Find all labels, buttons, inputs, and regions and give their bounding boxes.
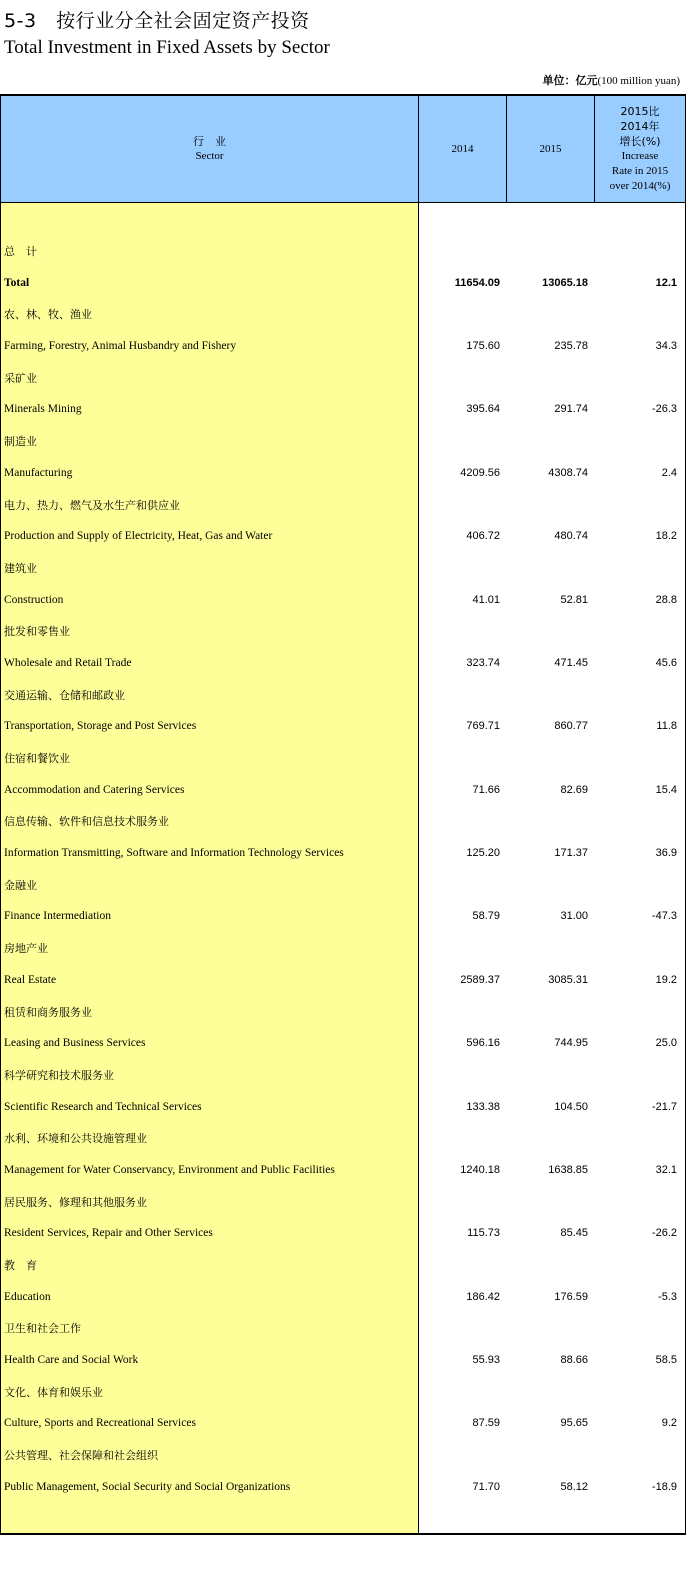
table-row	[0, 647, 686, 679]
value-2015: 95.65	[560, 1417, 588, 1430]
increase-rate: 2.4	[661, 466, 677, 479]
header-rate-line-1: 2015比	[620, 105, 660, 118]
sector-name-cn: 金融业	[4, 878, 37, 892]
unit-label	[543, 72, 681, 88]
table-row-cn	[0, 1059, 686, 1091]
table-row-cn	[0, 996, 686, 1028]
value-2014: 58.79	[472, 910, 500, 923]
sector-name-en: Accommodation and Catering Services	[4, 783, 185, 796]
increase-rate: 25.0	[655, 1037, 677, 1050]
value-2014: 769.71	[466, 720, 500, 733]
sector-name-en: Culture, Sports and Recreational Services	[4, 1417, 196, 1430]
header-year-2015-text: 2015	[539, 142, 562, 155]
sector-name-en: Total	[4, 276, 30, 289]
header-rate-line-6: over 2014(%)	[609, 180, 671, 192]
increase-rate: 32.1	[655, 1163, 677, 1176]
increase-rate: 34.3	[655, 340, 677, 353]
sector-name-cn: 建筑业	[4, 561, 37, 575]
increase-rate: 19.2	[655, 973, 677, 986]
sector-name-cn: 教 育	[4, 1259, 37, 1272]
value-2014: 41.01	[472, 593, 500, 606]
value-2015: 1638.85	[548, 1163, 588, 1176]
value-2014: 596.16	[466, 1037, 500, 1050]
increase-rate: 45.6	[655, 656, 677, 669]
sector-name-en: Health Care and Social Work	[4, 1354, 139, 1367]
page-title-cn	[4, 6, 310, 33]
header-sector-cn: 行 业	[193, 135, 226, 148]
increase-rate: -47.3	[651, 910, 677, 923]
table-row-cn	[0, 742, 686, 774]
value-2015: 480.74	[554, 530, 588, 543]
increase-rate: 15.4	[655, 783, 677, 796]
table-row	[0, 710, 686, 742]
sector-name-cn: 电力、热力、燃气及水生产和供应业	[4, 498, 180, 512]
increase-rate: -26.2	[651, 1227, 677, 1240]
sector-name-en: Scientific Research and Technical Services	[4, 1100, 202, 1113]
header-rate-line-3: 增长(%)	[619, 135, 661, 148]
table-row	[0, 1091, 686, 1123]
table-row	[0, 837, 686, 869]
table-row	[0, 1217, 686, 1249]
header-rate-line-2: 2014年	[620, 120, 660, 133]
sector-name-cn: 水利、环境和公共设施管理业	[4, 1132, 147, 1146]
header-rate-line-4: Increase	[621, 150, 659, 162]
table-row	[0, 964, 686, 996]
title-cn-text: 按行业分全社会固定资产投资	[56, 10, 310, 32]
table-row	[0, 584, 686, 616]
sector-name-en: Public Management, Social Security and Social Organizations	[4, 1480, 291, 1493]
value-2014: 406.72	[466, 530, 500, 543]
table-row	[0, 393, 686, 425]
sector-name-en: Education	[4, 1290, 51, 1303]
value-2014: 125.20	[466, 847, 500, 860]
sector-name-cn: 房地产业	[4, 942, 48, 956]
sector-name-en: Construction	[4, 593, 64, 606]
sector-name-en: Leasing and Business Services	[4, 1037, 146, 1050]
value-2014: 395.64	[466, 403, 500, 416]
sector-name-en: Farming, Forestry, Animal Husbandry and Fishery	[4, 340, 237, 353]
header-rate-line-5: Rate in 2015	[611, 165, 669, 177]
value-2015: 13065.18	[542, 276, 588, 289]
unit-en: (100 million yuan)	[597, 75, 680, 87]
increase-rate: 9.2	[661, 1417, 677, 1430]
table-header	[0, 96, 686, 203]
header-year-2014	[419, 96, 507, 202]
value-2014: 71.70	[472, 1480, 500, 1493]
value-2014: 115.73	[467, 1227, 500, 1240]
sector-name-cn: 租赁和商务服务业	[4, 1005, 92, 1019]
sector-name-cn: 交通运输、仓储和邮政业	[4, 688, 125, 702]
table-body	[0, 235, 686, 1503]
value-2015: 176.59	[554, 1290, 588, 1303]
value-2015: 471.45	[554, 656, 588, 669]
header-increase-rate	[595, 96, 686, 202]
sector-name-cn: 卫生和社会工作	[4, 1322, 81, 1336]
table-row-cn	[0, 1376, 686, 1408]
table-row	[0, 1154, 686, 1186]
page-title-en: Total Investment in Fixed Assets by Sector	[4, 37, 330, 58]
table-row-cn	[0, 1439, 686, 1471]
sector-name-cn: 文化、体育和娱乐业	[4, 1385, 103, 1399]
value-2015: 3085.31	[548, 973, 588, 986]
value-2014: 323.74	[466, 656, 500, 669]
value-2014: 1240.18	[460, 1163, 500, 1176]
value-2015: 58.12	[560, 1480, 588, 1493]
header-sector-en: Sector	[195, 150, 224, 162]
increase-rate: -5.3	[658, 1290, 677, 1303]
table-row	[0, 1027, 686, 1059]
table-row-cn	[0, 1312, 686, 1344]
value-2015: 31.00	[560, 910, 588, 923]
table-bottom-rule	[0, 1533, 686, 1535]
value-2015: 171.37	[554, 847, 588, 860]
sector-name-cn: 公共管理、社会保障和社会组织	[4, 1449, 158, 1463]
value-2014: 11654.09	[454, 276, 500, 289]
table-row	[0, 1344, 686, 1376]
header-year-2014-text: 2014	[451, 142, 474, 155]
sector-name-cn: 居民服务、修理和其他服务业	[4, 1195, 147, 1209]
table-number: 5-3	[4, 10, 37, 32]
value-2015: 85.45	[560, 1227, 588, 1240]
value-2015: 88.66	[560, 1354, 588, 1367]
table-row-cn	[0, 235, 686, 267]
sector-name-cn: 科学研究和技术服务业	[4, 1068, 114, 1082]
sector-name-en: Wholesale and Retail Trade	[4, 656, 132, 669]
sector-name-cn: 总 计	[4, 245, 37, 258]
table-row-cn	[0, 869, 686, 901]
table-row-cn	[0, 298, 686, 330]
value-2014: 55.93	[472, 1354, 500, 1367]
header-sector	[0, 96, 419, 202]
table-row-cn	[0, 805, 686, 837]
increase-rate: -21.7	[651, 1100, 677, 1113]
value-2014: 133.38	[466, 1100, 500, 1113]
value-2015: 860.77	[554, 720, 588, 733]
table-row	[0, 774, 686, 806]
sector-name-en: Finance Intermediation	[4, 910, 111, 923]
value-2015: 82.69	[560, 783, 588, 796]
sector-name-en: Minerals Mining	[4, 403, 82, 416]
table-row	[0, 520, 686, 552]
increase-rate: 11.8	[656, 720, 677, 733]
sector-name-en: Transportation, Storage and Post Services	[4, 720, 197, 733]
table-row	[0, 900, 686, 932]
sector-name-en: Resident Services, Repair and Other Services	[4, 1227, 213, 1240]
increase-rate: -18.9	[651, 1480, 677, 1493]
table-row	[0, 1407, 686, 1439]
increase-rate: -26.3	[651, 403, 677, 416]
increase-rate: 36.9	[655, 847, 677, 860]
value-2014: 71.66	[472, 783, 500, 796]
sector-name-cn: 农、林、牧、渔业	[4, 308, 92, 322]
table-row-cn	[0, 615, 686, 647]
increase-rate: 58.5	[655, 1354, 677, 1367]
unit-cn: 单位：亿元	[542, 74, 598, 87]
sector-name-cn: 采矿业	[4, 371, 37, 385]
value-2015: 4308.74	[548, 466, 588, 479]
value-2014: 186.42	[466, 1290, 500, 1303]
value-2015: 52.81	[560, 593, 588, 606]
value-2015: 291.74	[554, 403, 588, 416]
value-2014: 175.60	[466, 340, 500, 353]
value-2015: 744.95	[554, 1037, 588, 1050]
increase-rate: 12.1	[655, 276, 677, 289]
increase-rate: 18.2	[655, 530, 677, 543]
sector-name-en: Production and Supply of Electricity, Heat, Gas and Water	[4, 530, 273, 543]
table-row-cn	[0, 425, 686, 457]
table-row	[0, 267, 686, 299]
value-2014: 87.59	[472, 1417, 500, 1430]
table-row	[0, 1471, 686, 1503]
sector-name-en: Management for Water Conservancy, Environment and Public Facilities	[4, 1163, 335, 1176]
table-row-cn	[0, 1186, 686, 1218]
sector-name-cn: 批发和零售业	[4, 625, 70, 639]
increase-rate: 28.8	[655, 593, 677, 606]
value-2014: 4209.56	[460, 466, 500, 479]
table-row-cn	[0, 932, 686, 964]
table-row-cn	[0, 1249, 686, 1281]
sector-name-en: Real Estate	[4, 973, 57, 986]
table-row-cn	[0, 1122, 686, 1154]
value-2015: 235.78	[554, 340, 588, 353]
sector-name-cn: 信息传输、软件和信息技术服务业	[4, 815, 169, 829]
value-2015: 104.50	[554, 1100, 588, 1113]
sector-name-en: Manufacturing	[4, 466, 73, 479]
table-row-cn	[0, 489, 686, 521]
table-row-cn	[0, 552, 686, 584]
table-row	[0, 1281, 686, 1313]
sector-name-en: Information Transmitting, Software and Information Technology Services	[4, 847, 344, 860]
table-row-cn	[0, 679, 686, 711]
sector-name-cn: 制造业	[4, 435, 37, 449]
sector-name-cn: 住宿和餐饮业	[4, 752, 70, 765]
header-year-2015	[507, 96, 595, 202]
table-row-cn	[0, 362, 686, 394]
table-row	[0, 330, 686, 362]
table-row	[0, 457, 686, 489]
value-2014: 2589.37	[460, 973, 500, 986]
